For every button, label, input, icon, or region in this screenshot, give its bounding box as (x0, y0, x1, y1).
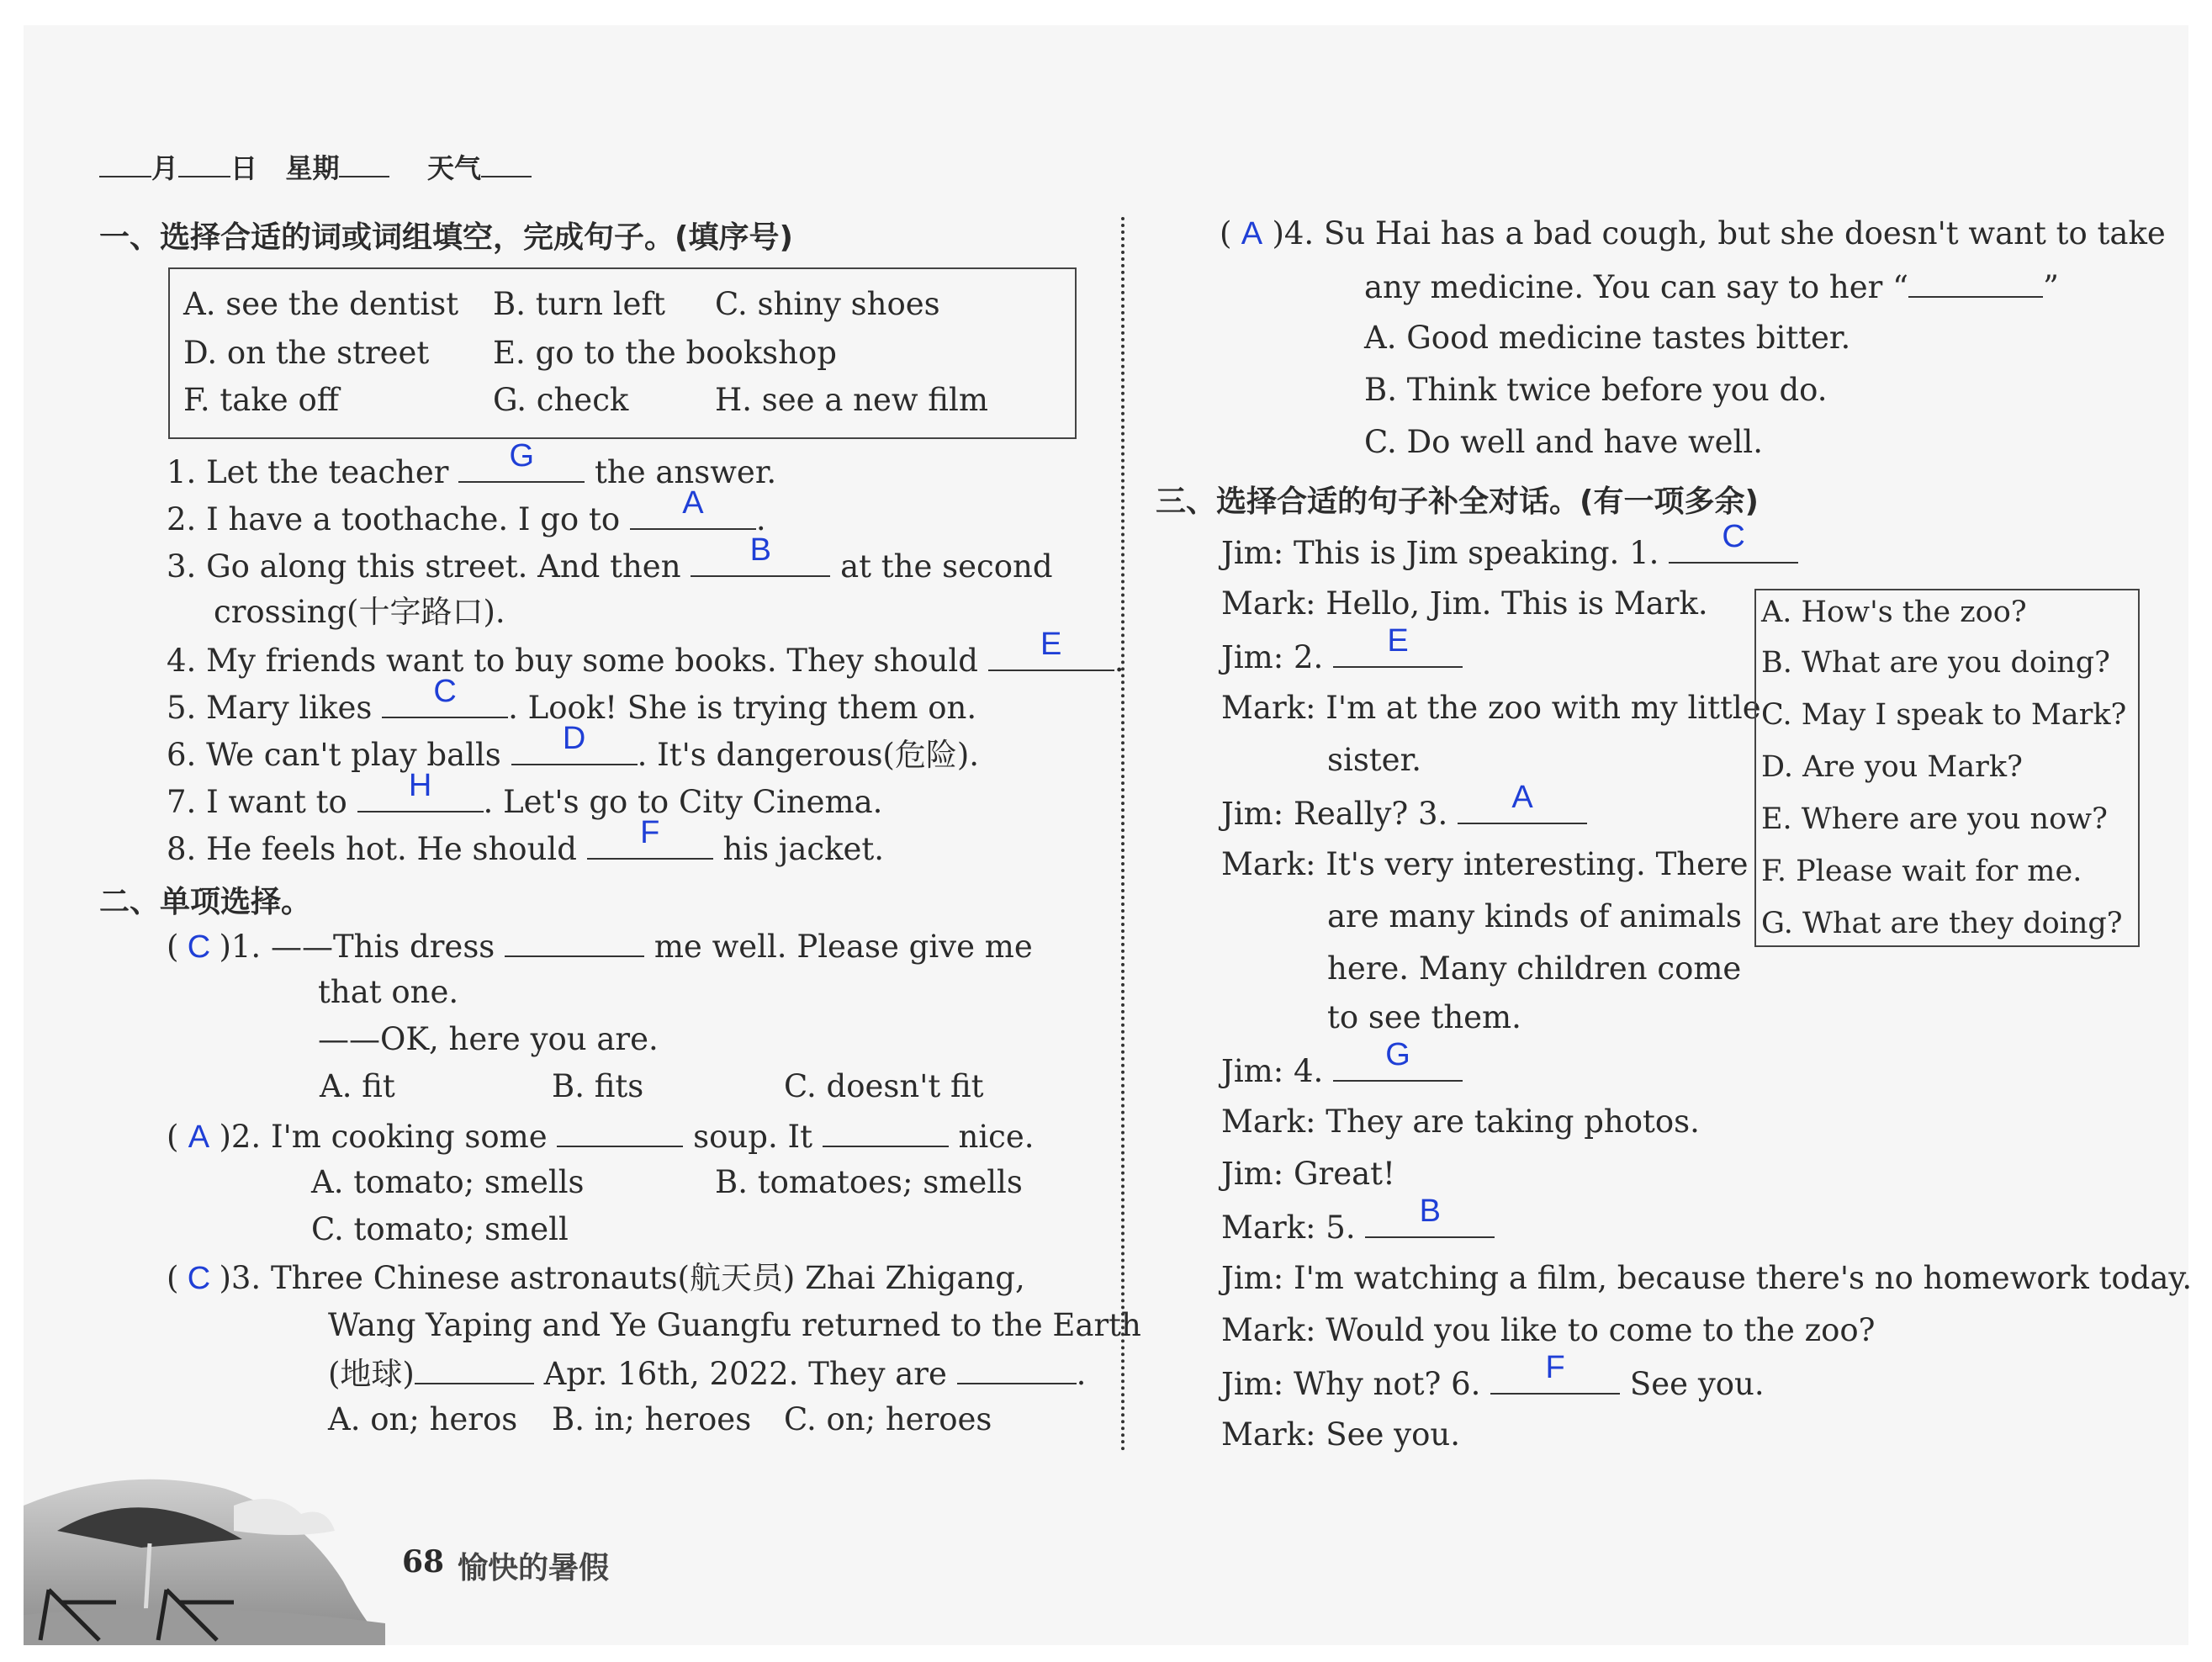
word-option-e: E. go to the bookshop (493, 335, 837, 371)
word-option-b: B. turn left (493, 286, 665, 322)
q-text: Apr. 16th, 2022. They are (543, 1356, 947, 1392)
q-text: Mark: 5. (1221, 1209, 1356, 1246)
q-text: . Let's go to City Cinema. (483, 784, 883, 820)
day-label: 日 (230, 152, 258, 184)
section1-title: 一、选择合适的词或词组填空，完成句子。(填序号) (99, 220, 793, 255)
answer-text: G (1385, 1037, 1410, 1072)
q-text: Jim: This is Jim speaking. 1. (1221, 535, 1659, 571)
s2-q4-line2 (1364, 266, 2059, 308)
q-text: 6. We can't play balls (167, 737, 501, 773)
answer-text: C (1722, 519, 1745, 554)
date-header (99, 148, 532, 188)
q-text: . (755, 501, 766, 537)
answer-blank[interactable] (382, 674, 508, 718)
s2-q1-opt-a: A. fit (320, 1068, 395, 1104)
answer-blank[interactable] (1333, 1037, 1463, 1082)
beach-illustration (24, 1455, 385, 1645)
s1-question-7 (167, 768, 883, 823)
q-text: Jim: 4. (1221, 1053, 1324, 1089)
dialogue-line-6-cont1: are many kinds of animals (1327, 898, 1742, 934)
q-number: )4. (1272, 215, 1315, 251)
answer-blank[interactable] (1669, 519, 1798, 564)
answer-text: F (640, 815, 660, 850)
q-text: Su Hai has a bad cough, but she doesn't want to take (1323, 215, 2166, 251)
dialogue-line-14: Mark: See you. (1221, 1416, 1460, 1453)
answer-text: D (562, 721, 586, 756)
choice-answer[interactable]: C (187, 929, 211, 965)
q-text: Jim: Really? 3. (1221, 796, 1448, 832)
sentence-option-b: B. What are you doing? (1761, 646, 2110, 680)
q-text: 1. Let the teacher (167, 454, 449, 490)
s2-question-3: ( C )3. Three Chinese astronauts(航天员) Zhai Zhigang, (167, 1258, 1025, 1299)
dialogue-line-1 (1221, 519, 1798, 574)
s2-q3-opt-b: B. in; heroes (552, 1401, 752, 1437)
word-option-c: C. shiny shoes (715, 286, 940, 322)
answer-text: A (682, 485, 704, 521)
section2-title: 二、单项选择。 (99, 885, 312, 919)
book-title: 愉快的暑假 (458, 1551, 610, 1585)
q-text: 2. I have a toothache. I go to (167, 501, 621, 537)
answer-text: G (509, 438, 535, 474)
q-text: . (1114, 643, 1125, 679)
answer-blank[interactable] (988, 627, 1114, 671)
sentence-option-c: C. May I speak to Mark? (1761, 698, 2127, 732)
sentence-option-e: E. Where are you now? (1761, 802, 2108, 836)
q-text: 4. My friends want to buy some books. They should (167, 643, 978, 679)
dialogue-line-5 (1221, 780, 1587, 834)
answer-text: A (1511, 780, 1533, 815)
s1-question-8 (167, 815, 885, 870)
dialogue-line-4: Mark: I'm at the zoo with my little (1221, 690, 1761, 726)
s2-q1-opt-b: B. fits (552, 1068, 644, 1104)
dialogue-line-3 (1221, 623, 1463, 678)
q-number: )3. (219, 1260, 262, 1296)
answer-blank[interactable] (511, 721, 638, 765)
answer-blank[interactable] (587, 815, 713, 860)
s2-q3-opt-a: A. on; heros (328, 1401, 518, 1437)
s2-q1-opt-c: C. doesn't fit (784, 1068, 984, 1104)
month-label: 月 (151, 152, 179, 184)
dialogue-line-6: Mark: It's very interesting. There (1221, 846, 1749, 882)
section3-title: 三、选择合适的句子补全对话。(有一项多余) (1156, 484, 1759, 519)
s2-q1-line2: that one. (318, 974, 459, 1010)
dialogue-line-13 (1221, 1350, 1765, 1405)
weekday-label: 星期 (285, 152, 340, 184)
answer-text: F (1545, 1350, 1565, 1385)
s2-question-2: ( A )2. I'm cooking some soup. It nice. (167, 1115, 1035, 1157)
s2-q3-opt-c: C. on; heroes (784, 1401, 992, 1437)
dialogue-line-8: Mark: They are taking photos. (1221, 1104, 1700, 1140)
dialogue-line-6-cont3: to see them. (1327, 999, 1521, 1035)
q-text: I'm cooking some (270, 1119, 548, 1155)
s2-question-1: ( C )1. ——This dress me well. Please give me (167, 925, 1033, 967)
q-text: 8. He feels hot. He should (167, 831, 577, 867)
word-option-f: F. take off (183, 382, 339, 418)
q-text: . (1076, 1356, 1087, 1392)
q-text: Jim: Why not? 6. (1221, 1366, 1481, 1402)
answer-blank[interactable] (691, 532, 830, 577)
answer-blank[interactable] (1490, 1350, 1620, 1395)
answer-text: E (1040, 627, 1062, 662)
s2-q2-opt-a: A. tomato; smells (311, 1164, 585, 1200)
answer-blank[interactable] (957, 1352, 1077, 1384)
dialogue-line-12: Mark: Would you like to come to the zoo? (1221, 1312, 1876, 1348)
s1-question-3-cont: crossing(十字路口). (214, 594, 505, 630)
q-text: me well. Please give me (654, 929, 1033, 965)
s1-question-6 (167, 721, 980, 775)
q-text: . It's dangerous(危险). (637, 737, 980, 773)
s2-q4-opt-c: C. Do well and have well. (1364, 424, 1763, 460)
s1-question-3 (167, 532, 1053, 587)
weather-label: 天气 (427, 152, 482, 184)
answer-text: B (749, 532, 771, 568)
dialogue-line-10 (1221, 1194, 1495, 1248)
answer-text: H (408, 768, 432, 803)
q-text: ——This dress (270, 929, 495, 965)
s2-q4-opt-a: A. Good medicine tastes bitter. (1364, 320, 1851, 356)
q-text: at the second (840, 548, 1053, 585)
page-number: 68 (402, 1544, 445, 1580)
s2-q2-opt-c: C. tomato; smell (311, 1211, 569, 1247)
q-text: Three Chinese astronauts(航天员) Zhai Zhigang, (270, 1260, 1025, 1296)
q-text: ” (2043, 269, 2059, 305)
q-text: Jim: 2. (1221, 639, 1324, 675)
answer-blank[interactable] (557, 1115, 683, 1147)
q-text: the answer. (595, 454, 777, 490)
answer-text: E (1387, 623, 1409, 659)
answer-blank[interactable] (505, 925, 644, 957)
q-text: any medicine. You can say to her “ (1364, 269, 1909, 305)
q-text: See you. (1629, 1366, 1765, 1402)
dialogue-line-2: Mark: Hello, Jim. This is Mark. (1221, 585, 1708, 622)
answer-blank[interactable] (357, 768, 484, 812)
q-text: soup. It (693, 1119, 812, 1155)
q-text: 5. Mary likes (167, 690, 373, 726)
q-text: 3. Go along this street. And then (167, 548, 681, 585)
answer-blank[interactable] (1908, 266, 2043, 298)
answer-blank[interactable] (1458, 780, 1587, 824)
q-text: his jacket. (722, 831, 885, 867)
q-text: nice. (958, 1119, 1035, 1155)
s2-q4-opt-b: B. Think twice before you do. (1364, 372, 1828, 408)
answer-blank[interactable] (630, 485, 756, 530)
answer-blank[interactable] (1365, 1194, 1495, 1238)
dialogue-line-9: Jim: Great! (1221, 1156, 1395, 1192)
s2-q3-line3 (328, 1352, 1086, 1395)
answer-blank[interactable] (415, 1352, 534, 1384)
s1-question-2 (167, 485, 766, 540)
q-text: (地球) (328, 1356, 415, 1392)
choice-answer[interactable]: A (1241, 216, 1263, 251)
word-option-a: A. see the dentist (183, 286, 459, 322)
s1-question-4 (167, 627, 1125, 681)
answer-blank[interactable] (1333, 623, 1463, 668)
sentence-option-g: G. What are they doing? (1761, 907, 2123, 940)
q-number: )1. (219, 929, 262, 965)
word-option-h: H. see a new film (715, 382, 988, 418)
dialogue-line-6-cont2: here. Many children come (1327, 950, 1742, 987)
answer-blank[interactable] (458, 438, 585, 483)
q-text: 7. I want to (167, 784, 347, 820)
sentence-option-f: F. Please wait for me. (1761, 855, 2082, 888)
s2-q1-line3: ——OK, here you are. (318, 1021, 659, 1057)
q-text: . Look! She is trying them on. (508, 690, 977, 726)
word-option-d: D. on the street (183, 335, 430, 371)
choice-answer[interactable]: C (187, 1261, 211, 1296)
s2-q3-line2: Wang Yaping and Ye Guangfu returned to the Earth (328, 1307, 1141, 1343)
q-number: )2. (219, 1119, 262, 1155)
dialogue-line-11: Jim: I'm watching a film, because there's no homework today. (1221, 1260, 2193, 1296)
dialogue-line-4-cont: sister. (1327, 742, 1421, 778)
s2-question-4: ( A )4. Su Hai has a bad cough, but she doesn't want to take (1220, 214, 2166, 254)
word-option-g: G. check (493, 382, 629, 418)
s2-q2-opt-b: B. tomatoes; smells (715, 1164, 1023, 1200)
column-divider (1121, 217, 1125, 1452)
answer-text: C (433, 674, 457, 709)
choice-answer[interactable]: A (188, 1119, 210, 1155)
sentence-option-d: D. Are you Mark? (1761, 750, 2023, 784)
answer-blank[interactable] (823, 1115, 949, 1147)
sentence-option-a: A. How's the zoo? (1761, 595, 2027, 629)
dialogue-line-7 (1221, 1037, 1463, 1092)
answer-text: B (1419, 1194, 1442, 1229)
